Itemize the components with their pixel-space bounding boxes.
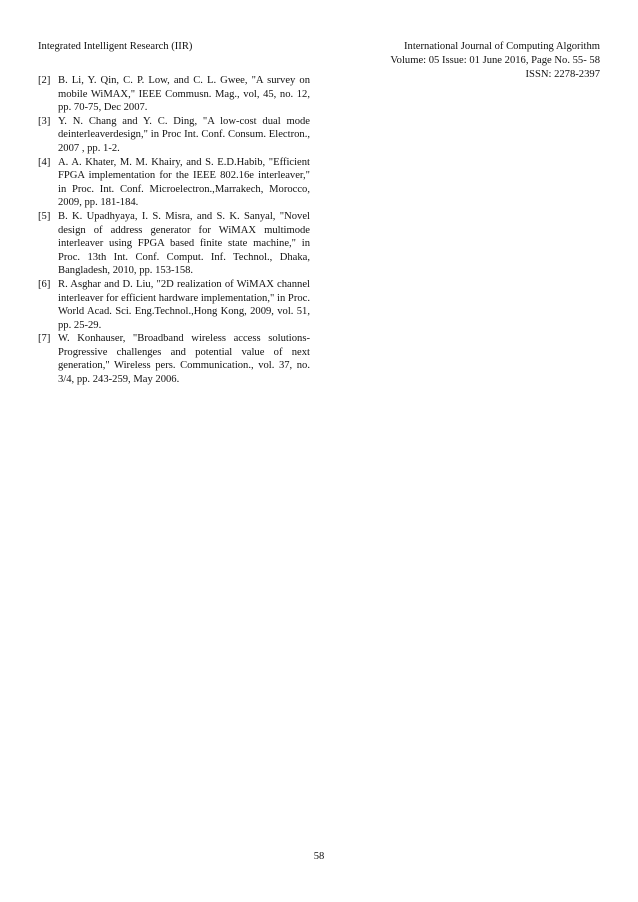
page-number: 58 bbox=[313, 851, 325, 862]
reference-text: R. Asghar and D. Liu, "2D realization of WiMAX channel interleaver for efficient hardware implementation," in Proc. World Acad. Sci. Eng.Technol.,Hong Kong, 2009, vol. 51, pp. 25-29. bbox=[58, 278, 310, 331]
journal-issn: ISSN: 2278-2397 bbox=[525, 69, 600, 81]
reference-item bbox=[38, 332, 310, 386]
reference-number: [3] bbox=[38, 115, 51, 127]
reference-item bbox=[38, 278, 310, 332]
reference-item bbox=[38, 74, 310, 115]
reference-number: [6] bbox=[38, 278, 51, 290]
publisher-header: Integrated Intelligent Research (IIR) bbox=[38, 41, 193, 52]
references-list bbox=[38, 74, 310, 387]
journal-title: International Journal of Computing Algorithm bbox=[404, 41, 600, 52]
reference-number: [5] bbox=[38, 210, 51, 222]
reference-number: [7] bbox=[38, 333, 51, 345]
reference-text: A. A. Khater, M. M. Khairy, and S. E.D.Habib, "Efficient FPGA implementation for the IEEE 802.16e interleaver," in Proc. Int. Conf. Microelectron.,Marrakech, Morocco, 2009, pp. 181-184. bbox=[58, 156, 310, 209]
reference-item bbox=[38, 115, 310, 156]
reference-text: Y. N. Chang and Y. C. Ding, "A low-cost dual mode deinterleaverdesign," in Proc Int. Conf. Consum. Electron., 2007 , pp. 1-2. bbox=[58, 115, 310, 154]
reference-number: [4] bbox=[38, 156, 51, 168]
reference-text: W. Konhauser, "Broadband wireless access solutions-Progressive challenges and potential value of next generation," Wireless pers. Communication., vol. 37, no. 3/4, pp. 243-259, May 2006. bbox=[58, 333, 310, 386]
reference-number: [2] bbox=[38, 75, 51, 86]
reference-text: B. K. Upadhyaya, I. S. Misra, and S. K. Sanyal, "Novel design of address generator for WiMAX multimode interleaver using FPGA based finite state machine," in Proc. 13th Int. Conf. Comput. Inf. Technol., Dhaka, Bangladesh, 2010, pp. 153-158. bbox=[58, 210, 310, 277]
reference-text: B. Li, Y. Qin, C. P. Low, and C. L. Gwee, "A survey on mobile WiMAX," IEEE Commusn. Mag., vol, 45, no. 12, pp. 70-75, Dec 2007. bbox=[58, 75, 310, 114]
reference-item bbox=[38, 210, 310, 278]
journal-volume-info: Volume: 05 Issue: 01 June 2016, Page No. 55- 58 bbox=[390, 55, 600, 67]
journal-header bbox=[300, 40, 600, 83]
reference-item bbox=[38, 156, 310, 210]
